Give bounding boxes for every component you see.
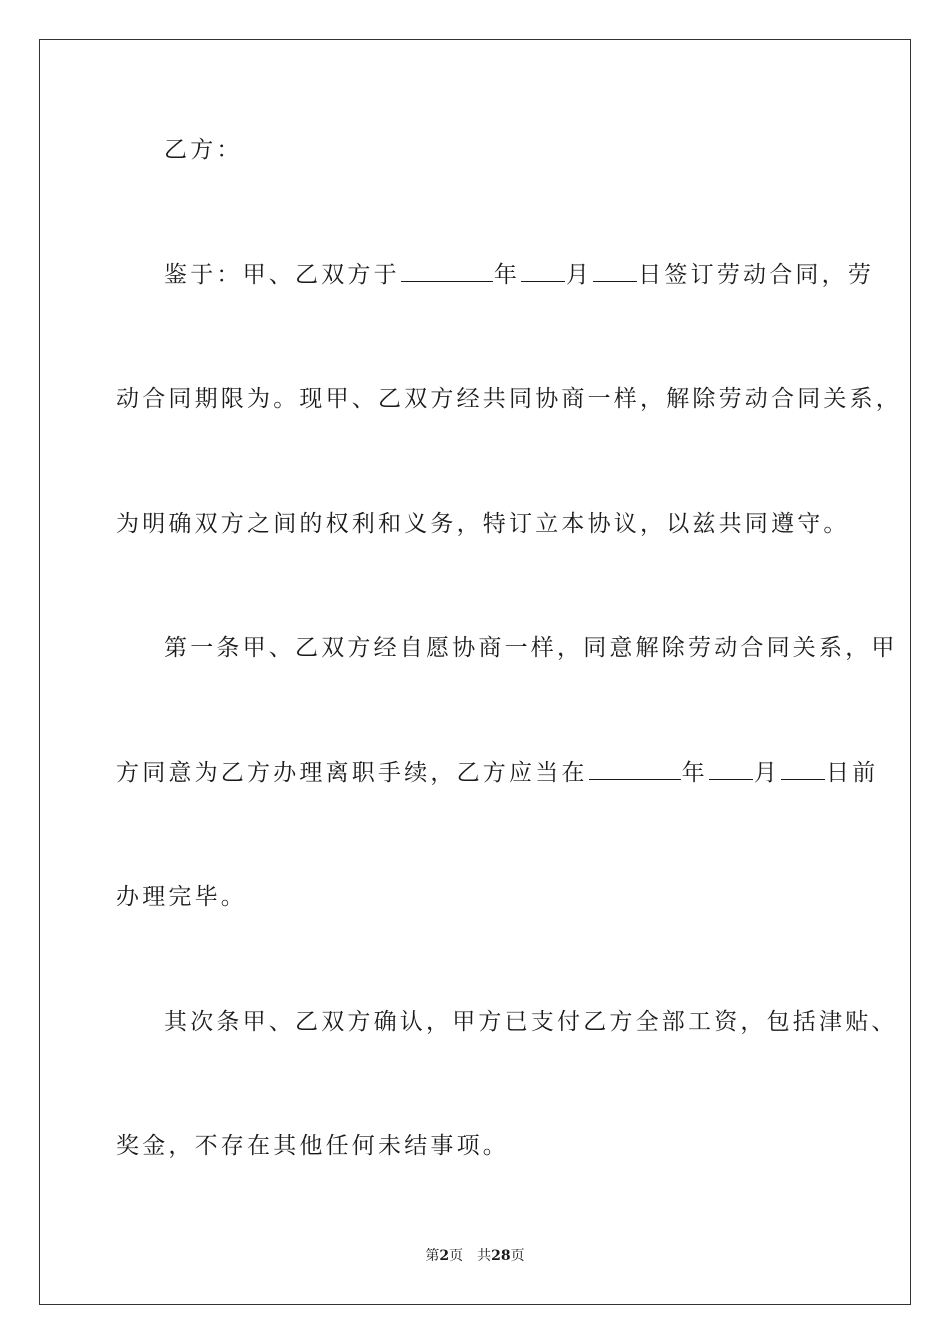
page-prefix: 第 xyxy=(425,1248,440,1264)
page-current: 2 xyxy=(439,1248,450,1264)
month-blank xyxy=(709,759,753,780)
total-prefix: 共 xyxy=(477,1248,492,1264)
page-unit: 页 xyxy=(449,1248,464,1264)
article-1-line-2 xyxy=(116,758,879,788)
whereas-suffix: 日签订劳动合同，劳 xyxy=(638,262,875,288)
total-unit: 页 xyxy=(510,1248,525,1264)
article-2-line-1: 其次条甲、乙双方确认，甲方已支付乙方全部工资，包括津贴、 xyxy=(164,1009,898,1035)
month-label: 月 xyxy=(566,262,593,288)
whereas-line-3: 为明确双方之间的权利和义务，特订立本协议，以兹共同遵守。 xyxy=(116,511,850,537)
year-blank xyxy=(401,261,493,282)
whereas-line-2: 动合同期限为。现甲、乙双方经共同协商一样，解除劳动合同关系， xyxy=(116,386,902,412)
article-2-line-2: 奖金，不存在其他任何未结事项。 xyxy=(116,1133,509,1159)
day-blank xyxy=(593,261,637,282)
article-1-suffix: 日前 xyxy=(826,760,879,786)
year-label: 年 xyxy=(681,760,708,786)
page-border xyxy=(39,39,911,1305)
whereas-prefix: 鉴于：甲、乙双方于 xyxy=(164,262,400,288)
page-total: 28 xyxy=(491,1248,511,1264)
day-blank xyxy=(781,759,825,780)
party-b-label: 乙方： xyxy=(164,137,243,163)
page-footer xyxy=(0,1247,950,1265)
article-1-line-1: 第一条甲、乙双方经自愿协商一样，同意解除劳动合同关系，甲 xyxy=(164,635,898,661)
month-blank xyxy=(521,261,565,282)
year-label: 年 xyxy=(493,262,521,288)
article-1-line-3: 办理完毕。 xyxy=(116,884,247,910)
article-1-prefix: 方同意为乙方办理离职手续，乙方应当在 xyxy=(116,760,588,786)
year-blank xyxy=(589,759,681,780)
month-label: 月 xyxy=(753,760,781,786)
whereas-line-1 xyxy=(164,260,884,290)
